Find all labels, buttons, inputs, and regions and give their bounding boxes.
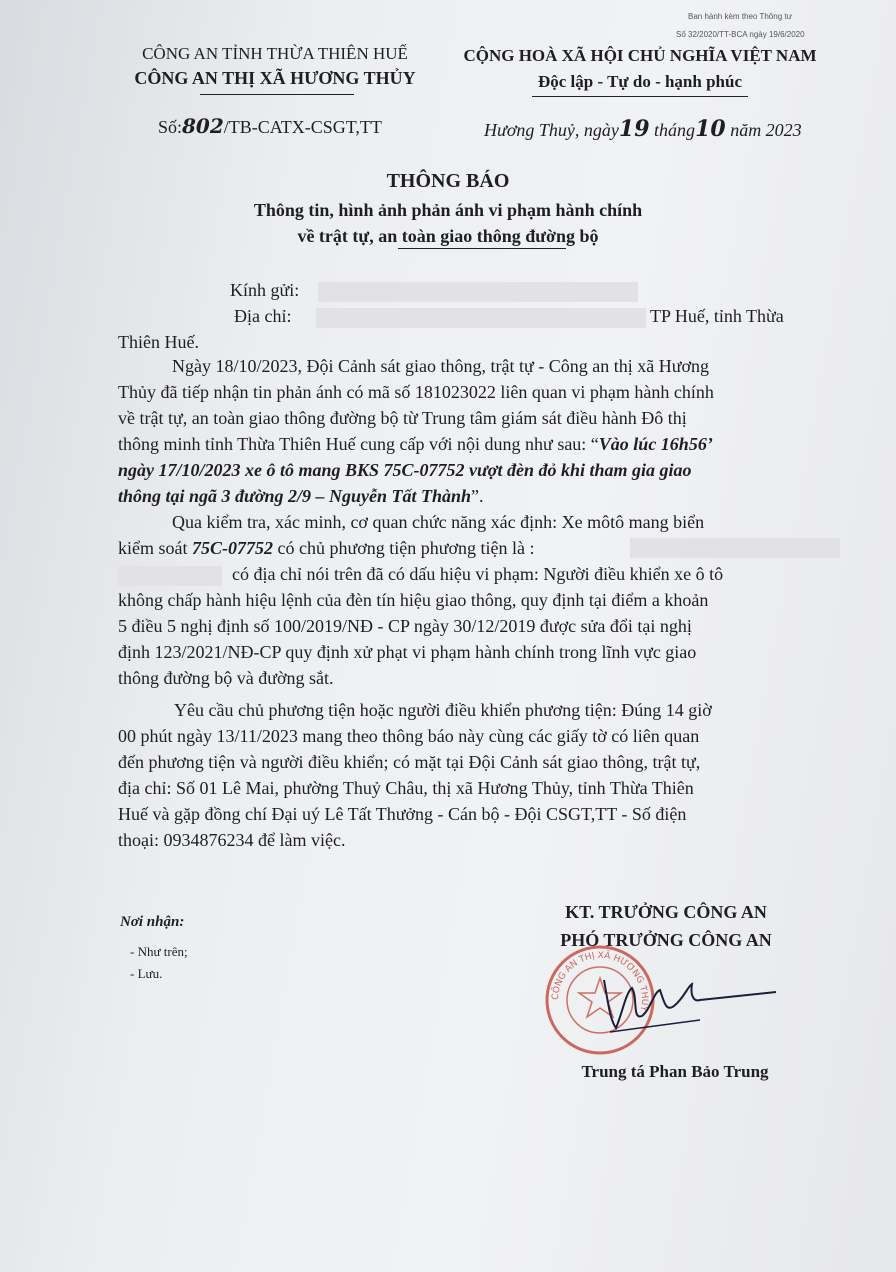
para3-line3: đến phương tiện và người điều khiển; có mặt tại Đội Cảnh sát giao thông, trật tự, [118,752,701,772]
para1-line1: Ngày 18/10/2023, Đội Cảnh sát giao thông, trật tự - Công an thị xã Hương [172,356,709,376]
document-date: Hương Thuỷ, ngày19 tháng10 năm 2023 [484,116,802,142]
document-number: Số:802/TB-CATX-CSGT,TT [158,114,382,138]
address-continued: Thiên Huế. [118,332,199,352]
para2-line6: định 123/2021/NĐ-CP quy định xử phạt vi phạm hành chính trong lĩnh vực giao [118,642,697,662]
signature-title-1: KT. TRƯỞNG CÔNG AN [565,902,767,922]
handwritten-month: 10 [695,116,726,142]
para3-line6: thoại: 0934876234 để làm việc. [118,830,346,850]
para3-line5: Huế và gặp đồng chí Đại uý Lê Tất Thưởng - Cán bộ - Đội CSGT,TT - Số điện [118,804,687,824]
para2-line2: kiểm soát 75C-07752 có chủ phương tiện phương tiện là : [118,538,535,558]
agency-parent: CÔNG AN TỈNH THỪA THIÊN HUẾ [142,44,408,63]
address-label: Địa chỉ: [234,306,292,326]
agency-underline [200,94,354,95]
document-subtitle-2: về trật tự, an toàn giao thông đường bộ [297,226,599,246]
recipient-item-1: - Như trên; [130,944,188,959]
para1-line5: ngày 17/10/2023 xe ô tô mang BKS 75C-07752 vượt đèn đỏ khi tham gia giao [118,460,692,480]
recipient-label: Kính gửi: [230,280,300,300]
redacted-address [316,308,646,328]
agency-name: CÔNG AN THỊ XÃ HƯƠNG THỦY [134,68,416,88]
para1-line6: thông tại ngã 3 đường 2/9 – Nguyễn Tất Thành”. [118,486,484,506]
para1-line2: Thủy đã tiếp nhận tin phản ánh có mã số 181023022 liên quan vi phạm hành chính [118,382,714,402]
document-title: THÔNG BÁO [386,170,510,192]
para2-line4: không chấp hành hiệu lệnh của đèn tín hiệu giao thông, quy định tại điểm a khoản [118,590,709,610]
corner-note-line1: Ban hành kèm theo Thông tư [688,12,792,21]
redacted-owner [630,538,840,558]
address-end: TP Huế, tỉnh Thừa [650,306,784,326]
handwritten-day: 19 [618,116,650,142]
recipients-title: Nơi nhận: [120,914,185,930]
redacted-owner-cont [118,566,222,586]
signer-name: Trung tá Phan Bảo Trung [581,1062,769,1081]
para3-line2: 00 phút ngày 13/11/2023 mang theo thông báo này cùng các giấy tờ có liên quan [118,726,700,746]
title-underline [398,248,566,249]
para1-line3: về trật tự, an toàn giao thông đường bộ từ Trung tâm giám sát điều hành Đô thị [118,408,687,428]
para2-line7: thông đường bộ và đường sắt. [118,668,334,688]
redacted-recipient [318,282,638,302]
para2-line3: có địa chỉ nói trên đã có dấu hiệu vi phạm: Người điều khiển xe ô tô [232,564,724,584]
national-title: CỘNG HOÀ XÃ HỘI CHỦ NGHĨA VIỆT NAM [463,46,817,65]
document-subtitle-1: Thông tin, hình ảnh phản ánh vi phạm hành chính [253,200,643,220]
national-motto: Độc lập - Tự do - hạnh phúc [537,72,743,91]
handwritten-number: 802 [182,114,224,138]
signature-title-2: PHÓ TRƯỞNG CÔNG AN [560,930,772,950]
para3-line1: Yêu cầu chủ phương tiện hoặc người điều khiển phương tiện: Đúng 14 giờ [174,700,712,720]
signature-mark-icon [580,962,780,1042]
recipient-item-2: - Lưu. [130,966,163,981]
motto-underline [532,96,748,97]
para1-line4: thông minh tỉnh Thừa Thiên Huế cung cấp với nội dung như sau: “Vào lúc 16h56’ [118,434,713,454]
para2-line5: 5 điều 5 nghị định số 100/2019/NĐ - CP ngày 30/12/2019 được sửa đổi tại nghị [118,616,692,636]
para3-line4: địa chỉ: Số 01 Lê Mai, phường Thuỷ Châu, thị xã Hương Thủy, tỉnh Thừa Thiên [118,778,694,798]
para2-line1: Qua kiểm tra, xác minh, cơ quan chức năng xác định: Xe môtô mang biển [172,512,705,532]
corner-note-line2: Số 32/2020/TT-BCA ngày 19/6/2020 [676,30,805,39]
svg-text:CÔNG AN THỊ XÃ HƯƠNG THỦY: CÔNG AN THỊ XÃ HƯƠNG THỦY [550,950,650,1012]
